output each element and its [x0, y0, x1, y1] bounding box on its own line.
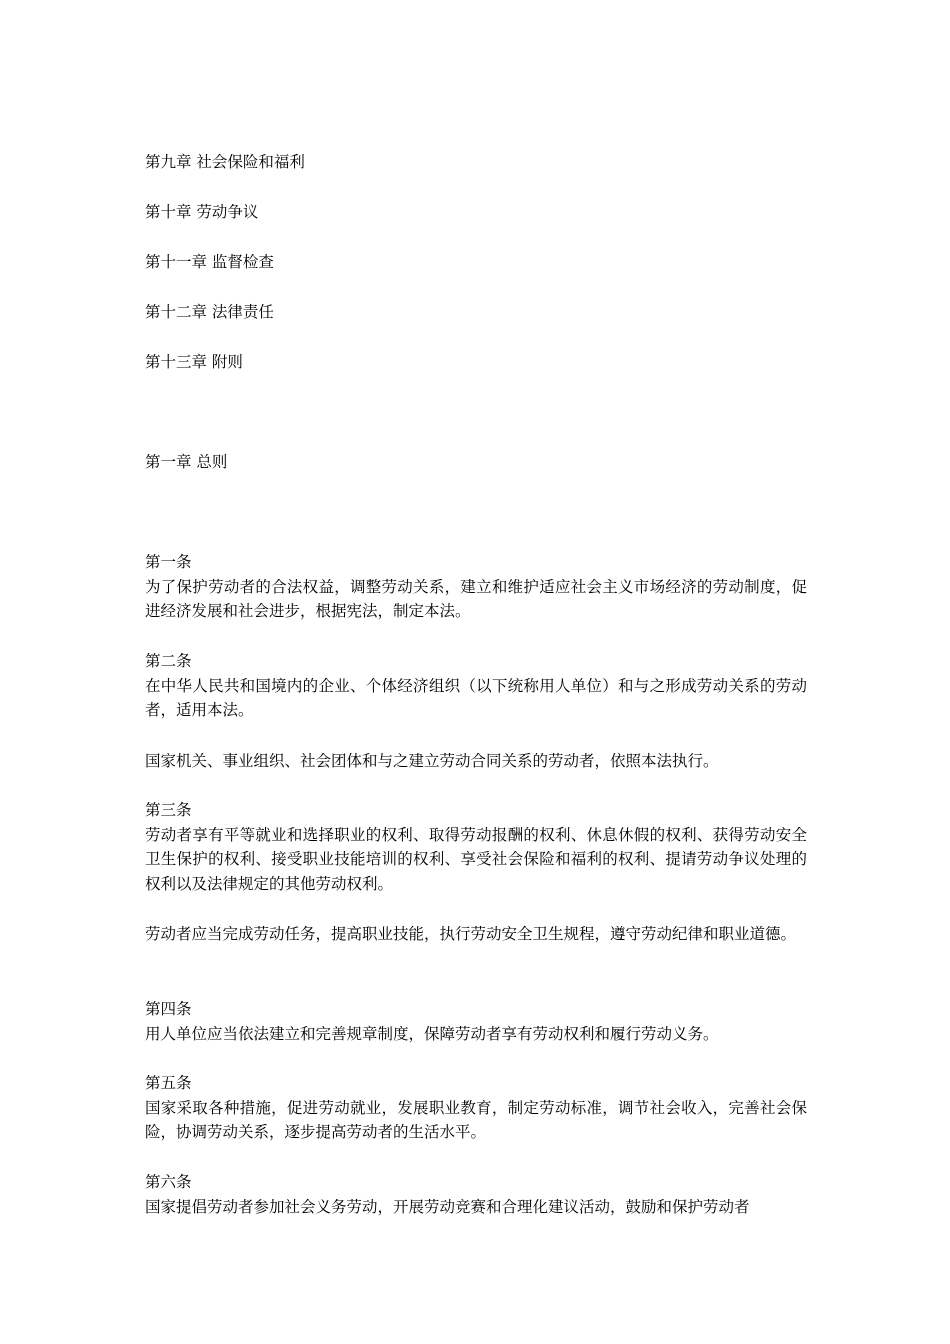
article-paragraph: 在中华人民共和国境内的企业、个体经济组织（以下统称用人单位）和与之形成劳动关系的劳动者，适用本法。	[145, 676, 807, 719]
article-paragraph: 为了保护劳动者的合法权益，调整劳动关系，建立和维护适应社会主义市场经济的劳动制度，促进经济发展和社会进步，根据宪法，制定本法。	[145, 577, 807, 620]
article-1	[145, 550, 807, 624]
article-paragraph: 国家采取各种措施，促进劳动就业，发展职业教育，制定劳动标准，调节社会收入，完善社会保险，协调劳动关系，逐步提高劳动者的生活水平。	[145, 1098, 807, 1141]
chapter-heading: 第一章 总则	[145, 453, 228, 471]
article-paragraph: 劳动者享有平等就业和选择职业的权利、取得劳动报酬的权利、休息休假的权利、获得劳动安全卫生保护的权利、接受职业技能培训的权利、享受社会保险和福利的权利、提请劳动争议处理的权利以及法律规定的其他劳动权利。	[145, 825, 807, 893]
article-paragraph: 用人单位应当依法建立和完善规章制度，保障劳动者享有劳动权利和履行劳动义务。	[145, 1024, 719, 1043]
article-title: 第三条	[145, 801, 192, 819]
article-5	[145, 1071, 807, 1145]
article-paragraph: 劳动者应当完成劳动任务，提高职业技能，执行劳动安全卫生规程，遵守劳动纪律和职业道德。	[145, 925, 797, 943]
article-title: 第五条	[145, 1074, 192, 1092]
article-title: 第六条	[145, 1173, 192, 1191]
article-paragraph: 国家提倡劳动者参加社会义务劳动，开展劳动竞赛和合理化建议活动，鼓励和保护劳动者	[145, 1197, 750, 1216]
toc-item-chapter-11: 第十一章 监督检查	[145, 253, 274, 271]
article-3	[145, 798, 807, 947]
toc-item-chapter-13: 第十三章 附则	[145, 353, 243, 371]
article-2	[145, 649, 807, 773]
article-4	[145, 997, 807, 1046]
article-title: 第一条	[145, 553, 192, 571]
toc-item-chapter-10: 第十章 劳动争议	[145, 203, 259, 221]
toc-item-chapter-9: 第九章 社会保险和福利	[145, 153, 305, 171]
toc-item-chapter-12: 第十二章 法律责任	[145, 303, 274, 321]
article-title: 第二条	[145, 652, 192, 670]
article-6	[145, 1170, 807, 1219]
article-paragraph: 国家机关、事业组织、社会团体和与之建立劳动合同关系的劳动者，依照本法执行。	[145, 751, 719, 770]
article-title: 第四条	[145, 1000, 192, 1018]
